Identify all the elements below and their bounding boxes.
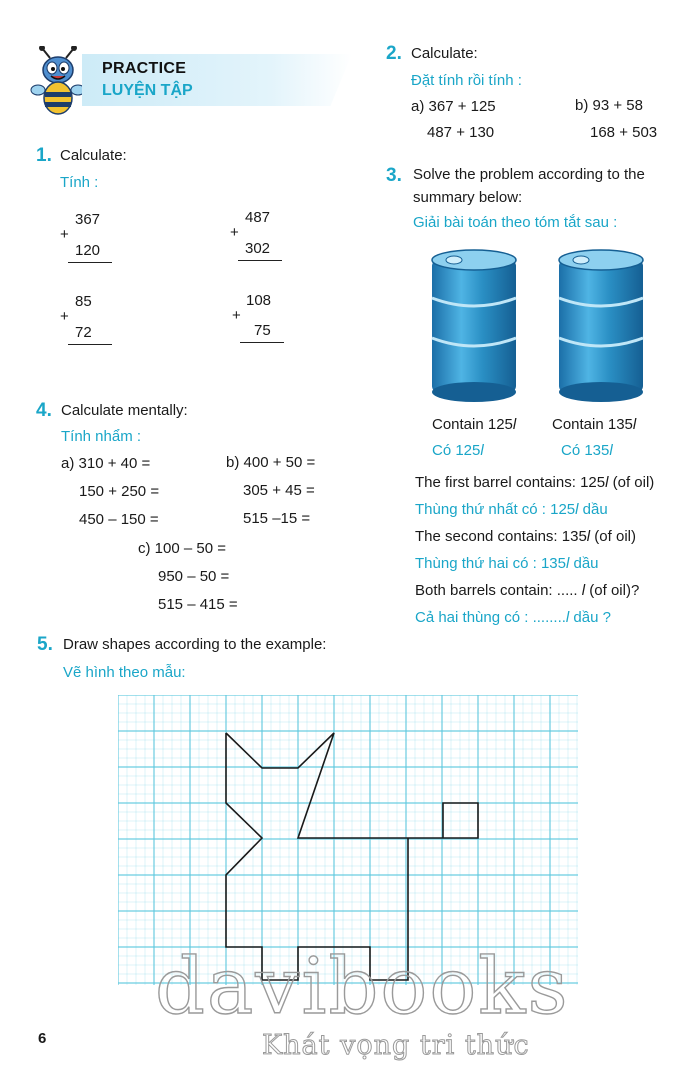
summary-line-6: Cả hai thùng có : ........l dầu ? (415, 609, 611, 626)
ex2-b2: 168 + 503 (590, 124, 658, 141)
summary-line-2: Thùng thứ nhất có : 125l dầu (415, 501, 608, 518)
mascot-bee-icon (28, 46, 88, 118)
barrel-2-image (555, 248, 647, 408)
ex4-a-2: 150 + 250 = (79, 483, 160, 500)
ex4-b-2: 305 + 45 = (243, 482, 315, 499)
page-number: 6 (38, 1030, 47, 1047)
barrel-1-label-vi: Có 125l (432, 442, 484, 459)
barrel-2-label-vi: Có 135l (561, 442, 613, 459)
ex4-a-1: a) 310 + 40 = (61, 455, 151, 472)
ex1-p2-op: + (230, 224, 239, 241)
watermark-logo: davibooks (155, 942, 570, 1032)
ex1-p4-top: 108 (246, 292, 272, 309)
ex2-a1: a) 367 + 125 (411, 98, 496, 115)
barrel-1-image (428, 248, 520, 408)
ex1-p1-op: + (60, 226, 69, 243)
ex1-p3-top: 85 (75, 293, 92, 310)
ex4-c-2: 950 – 50 = (158, 568, 230, 585)
ex2-a2: 487 + 130 (427, 124, 495, 141)
ex1-title: Calculate: (60, 147, 127, 164)
ex1-p2-top: 487 (245, 209, 271, 226)
ex1-p1-top: 367 (75, 211, 101, 228)
ex1-p2-bottom: 302 (245, 240, 271, 257)
ex5-number: 5. (37, 634, 53, 655)
summary-line-1: The first barrel contains: 125l (of oil) (415, 474, 655, 491)
ex1-p3-op: + (60, 308, 69, 325)
ex5-subtitle: Vẽ hình theo mẫu: (63, 664, 186, 681)
ex3-subtitle: Giải bài toán theo tóm tắt sau : (413, 214, 618, 231)
barrel-2-label-en: Contain 135l (552, 416, 637, 433)
ex2-subtitle: Đặt tính rồi tính : (411, 72, 522, 89)
summary-line-4: Thùng thứ hai có : 135l dầu (415, 555, 599, 572)
ex1-p4-op: + (232, 307, 241, 324)
ex3-summary (415, 474, 654, 636)
ex4-number: 4. (36, 400, 52, 421)
ex1-p1-rule (68, 262, 112, 263)
ex1-subtitle: Tính : (60, 174, 99, 191)
ex1-p4-rule (240, 342, 284, 343)
watermark-slogan: Khát vọng tri thức (262, 1030, 530, 1061)
ex2-title: Calculate: (411, 45, 478, 62)
ex2-number: 2. (386, 43, 402, 64)
summary-line-3: The second contains: 135l (of oil) (415, 528, 636, 545)
ex1-p3-rule (68, 344, 112, 345)
ex4-subtitle: Tính nhẩm : (61, 428, 142, 445)
ex4-c-3: 515 – 415 = (158, 596, 238, 613)
header-subtitle: LUYỆN TẬP (102, 82, 193, 99)
ex4-c-1: c) 100 – 50 = (138, 540, 226, 557)
ex1-p4-bottom: 75 (254, 322, 271, 339)
summary-line-5: Both barrels contain: ..... l (of oil)? (415, 582, 640, 599)
ex4-b-3: 515 –15 = (243, 510, 311, 527)
header-title: PRACTICE (102, 60, 187, 77)
ex4-a-3: 450 – 150 = (79, 511, 159, 528)
ex3-title-line1: Solve the problem according to the (413, 166, 645, 183)
ex3-number: 3. (386, 165, 402, 186)
barrel-1-label-en: Contain 125l (432, 416, 517, 433)
ex4-title: Calculate mentally: (61, 402, 188, 419)
ex1-number: 1. (36, 145, 52, 166)
ex1-p2-rule (238, 260, 282, 261)
ex5-title: Draw shapes according to the example: (63, 636, 327, 653)
ex3-title-line2: summary below: (413, 189, 523, 206)
ex4-b-1: b) 400 + 50 = (226, 454, 316, 471)
ex2-b1: b) 93 + 58 (575, 97, 643, 114)
ex1-p3-bottom: 72 (75, 324, 92, 341)
ex1-p1-bottom: 120 (75, 242, 101, 259)
